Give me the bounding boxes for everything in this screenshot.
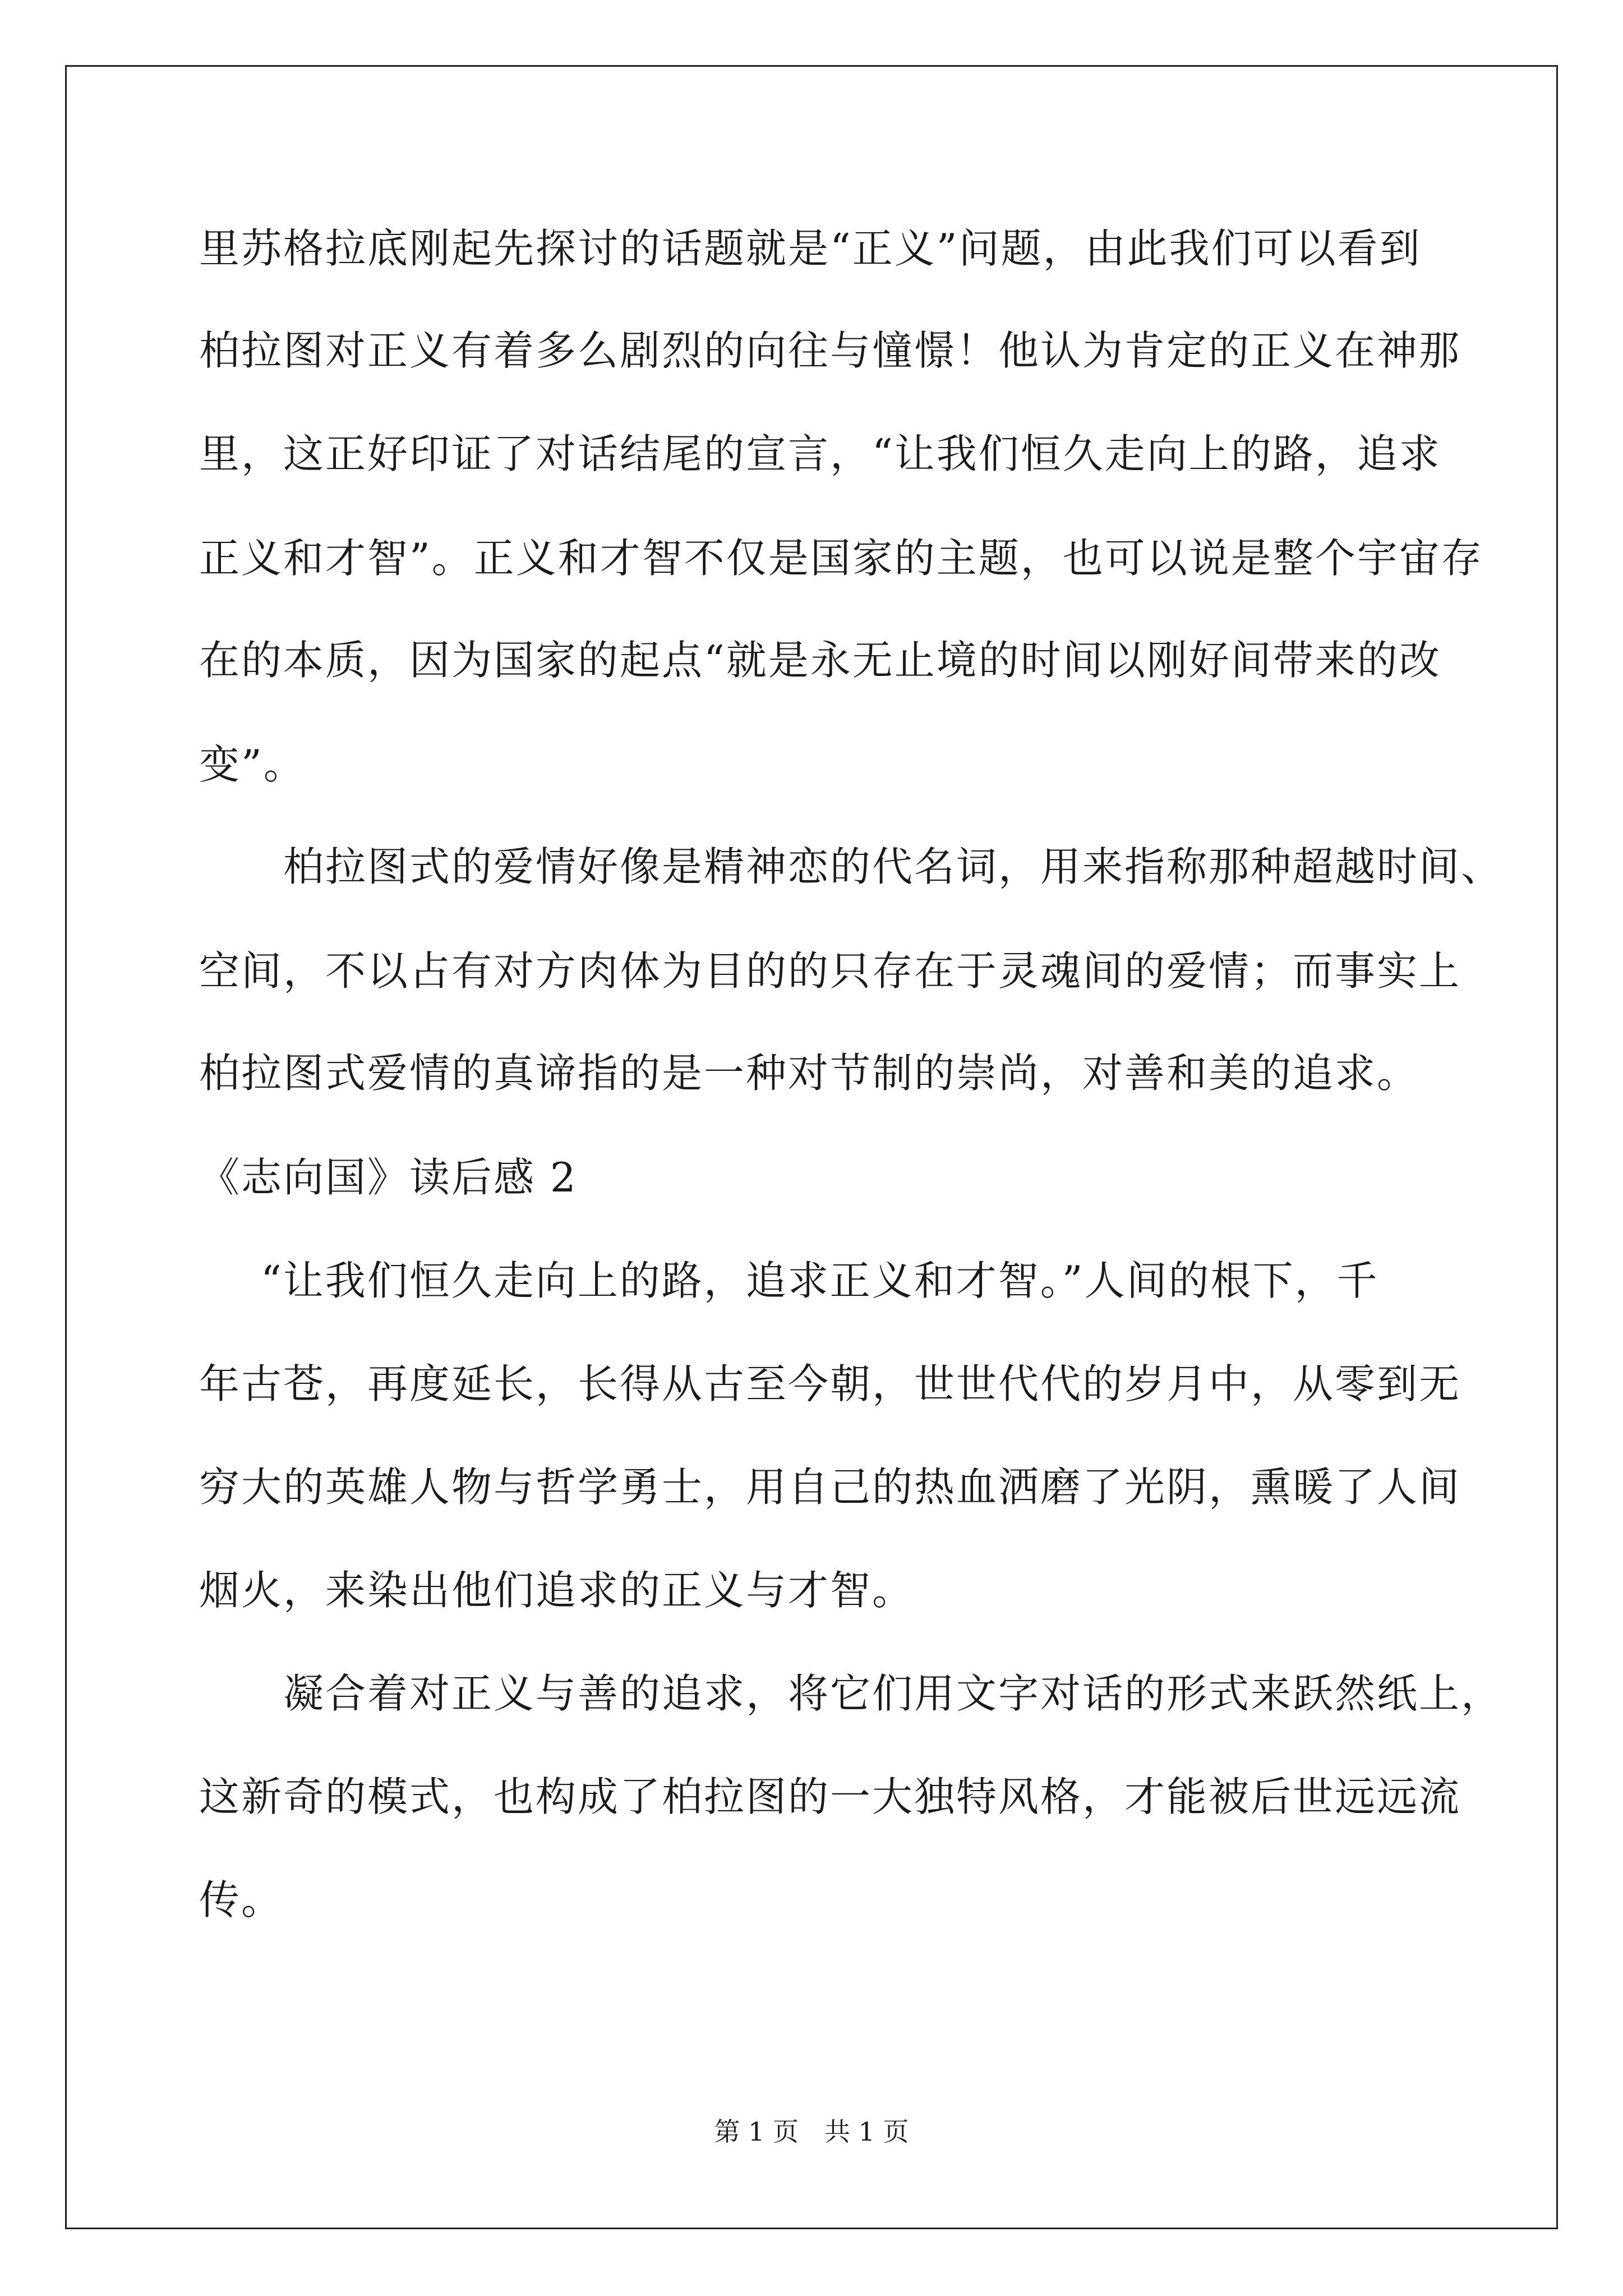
text-line: 穷大的英雄人物与哲学勇士，用自己的热血洒磨了光阴，熏暖了人间 <box>199 1464 1461 1511</box>
text-line: 正义和才智”。正义和才智不仅是国家的主题，也可以说是整个宇宙存 <box>199 535 1483 582</box>
text-line: 里苏格拉底刚起先探讨的话题就是“正义”问题，由此我们可以看到 <box>199 225 1422 272</box>
page-border <box>65 65 1558 2229</box>
paragraph-first-line: 柏拉图式的爱情好像是精神恋的代名词，用来指称那种超越时间、 <box>283 843 1504 890</box>
text-line: 里，这正好印证了对话结尾的宣言，“让我们恒久走向上的路，追求 <box>199 430 1441 477</box>
text-line: 柏拉图对正义有着多么剧烈的向往与憧憬！他认为肯定的正义在神那 <box>199 327 1461 374</box>
text-line: 这新奇的模式，也构成了柏拉图的一大独特风格，才能被后世远远流 <box>199 1773 1461 1820</box>
text-line: 年古苍，再度延长，长得从古至今朝，世世代代的岁月中，从零到无 <box>199 1360 1461 1407</box>
section-heading: 《志向国》读后感 2 <box>199 1154 578 1201</box>
text-line: 柏拉图式爱情的真谛指的是一种对节制的崇尚，对善和美的追求。 <box>199 1050 1419 1097</box>
text-line: 变”。 <box>199 741 306 788</box>
paragraph-first-line: 凝合着对正义与善的追求，将它们用文字对话的形式来跃然纸上， <box>283 1670 1504 1717</box>
text-line: 空间，不以占有对方肉体为目的的只存在于灵魂间的爱情；而事实上 <box>199 947 1461 995</box>
page-number-footer: 第 1 页 共 1 页 <box>714 2116 909 2147</box>
text-line: 在的本质，因为国家的起点“就是永无止境的时间以刚好间带来的改 <box>199 637 1441 684</box>
text-line: 传。 <box>199 1876 284 1924</box>
paragraph-first-line: “让我们恒久走向上的路，追求正义和才智。”人间的根下，千 <box>261 1257 1379 1304</box>
text-line: 烟火，来染出他们追求的正义与才智。 <box>199 1567 915 1614</box>
